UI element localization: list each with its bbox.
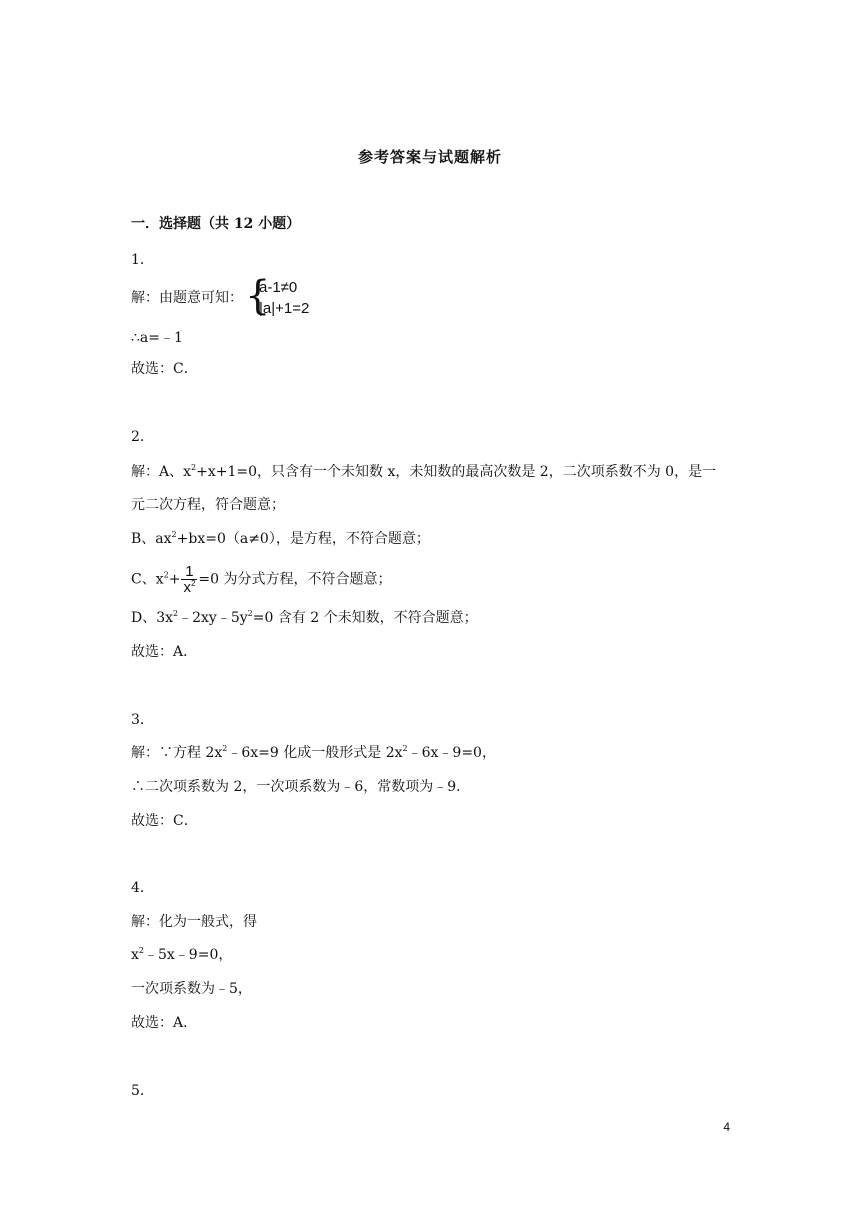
q4-answer: 故选：A． — [131, 1015, 198, 1031]
brace-icon: { — [245, 273, 271, 319]
q4-line-1: 解：化为一般式，得 — [131, 914, 257, 930]
q3-line-1: 解：∵方程 $2x^2﹣6x=9$ 化成一般形式是 $2x^2﹣6x﹣9=0$， — [131, 744, 496, 761]
q1-intro: 解：由题意可知： — [131, 290, 243, 306]
q2-answer: 故选：A． — [131, 644, 198, 660]
q2-option-a: 解：A、$x^2+x+1=0$，只含有一个未知数 x，未知数的最高次数是 2，二次项系数不为 0，是一 — [131, 463, 717, 480]
q3-number: 3． — [131, 712, 154, 728]
q2-number: 2． — [131, 429, 154, 445]
q5-number: 5． — [131, 1083, 154, 1099]
q1-equation-system — [245, 273, 310, 319]
q3-answer: 故选：C． — [131, 813, 198, 829]
q4-line-3: 一次项系数为﹣5， — [131, 981, 252, 997]
q3-line-2: ∴二次项系数为 2，一次项系数为﹣6，常数项为﹣9． — [131, 779, 471, 795]
q2-option-a-cont: 元二次方程，符合题意； — [131, 497, 285, 513]
q2-option-d: D、$3x^2﹣2xy﹣5y^2=0$ 含有 2 个未知数，不符合题意； — [131, 609, 478, 626]
q1-result: ∴a=﹣1 — [131, 330, 183, 346]
page-title: 参考答案与试题解析 — [357, 148, 502, 166]
q1-system-row-2: |a|+1=2 — [259, 300, 310, 317]
q2-option-b: B、$ax^2+bx=0(a\ne 0)$，是方程，不符合题意； — [131, 530, 430, 547]
page-number: 4 — [723, 1120, 730, 1134]
q2-option-c: C、$x^2+$ $\frac{1}{x^2}$ =0 为分式方程，不符合题意； — [131, 563, 392, 596]
q1-answer: 故选：C． — [131, 361, 198, 377]
q4-line-2: $x^2﹣5x﹣9=0$， — [131, 946, 233, 963]
section-heading: 一．选择题（共 12 小题） — [131, 216, 301, 232]
q1-number: 1． — [131, 252, 154, 268]
q1-solution-line — [131, 273, 310, 319]
q2-fraction: $\frac{1}{x^2}$ — [183, 563, 196, 596]
q1-system-row-1: a-1≠0 — [259, 279, 298, 296]
q4-number: 4． — [131, 880, 154, 896]
